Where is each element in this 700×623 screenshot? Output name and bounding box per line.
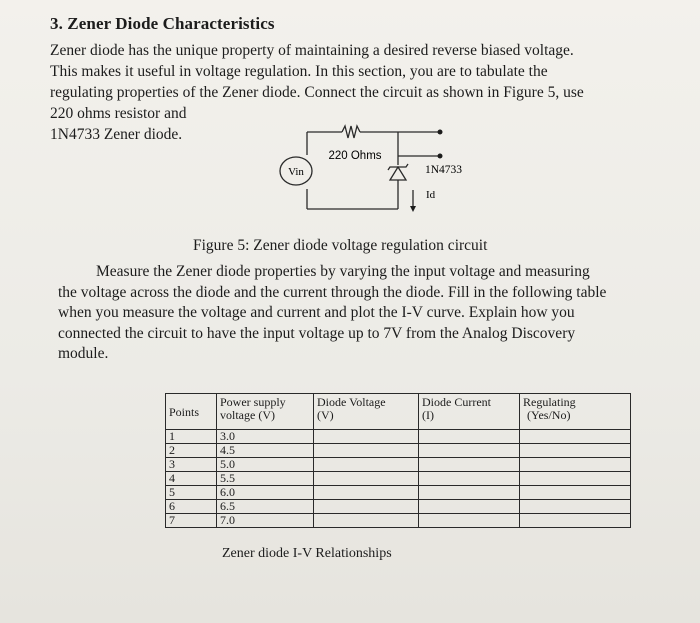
header-power-supply: Power supply voltage (V)	[217, 394, 314, 430]
diode-current-cell[interactable]	[419, 430, 520, 444]
instructions-line: module.	[58, 345, 109, 362]
regulating-cell[interactable]	[520, 500, 631, 514]
circuit-diagram	[270, 110, 480, 220]
point-cell: 3	[166, 458, 217, 472]
output-terminal-bottom	[438, 154, 443, 159]
regulating-cell[interactable]	[520, 486, 631, 500]
table-row	[166, 472, 631, 486]
header-regulating: Regulating (Yes/No)	[520, 394, 631, 430]
table-row	[166, 458, 631, 472]
intro-line: This makes it useful in voltage regulation. In this section, you are to tabulate the	[50, 63, 548, 80]
instructions-line: when you measure the voltage and current and plot the I-V curve. Explain how you	[58, 304, 575, 321]
voltage-cell: 5.5	[217, 472, 314, 486]
regulating-cell[interactable]	[520, 458, 631, 472]
header-diode-current: Diode Current (I)	[419, 394, 520, 430]
voltage-cell: 4.5	[217, 444, 314, 458]
diode-voltage-cell[interactable]	[314, 472, 419, 486]
measurement-table	[165, 393, 631, 528]
table-header-row	[166, 394, 631, 430]
diode-current-cell[interactable]	[419, 444, 520, 458]
point-cell: 5	[166, 486, 217, 500]
intro-line: 1N4733 Zener diode.	[50, 126, 183, 143]
voltage-cell: 6.0	[217, 486, 314, 500]
point-cell: 4	[166, 472, 217, 486]
table-row	[166, 514, 631, 528]
table-row	[166, 430, 631, 444]
regulating-cell[interactable]	[520, 430, 631, 444]
point-cell: 7	[166, 514, 217, 528]
instructions-line: connected the circuit to have the input voltage up to 7V from the Analog Discovery	[58, 324, 576, 342]
instructions-line: the voltage across the diode and the current through the diode. Fill in the following table	[58, 283, 607, 301]
voltage-cell: 7.0	[217, 514, 314, 528]
current-label: Id	[426, 189, 436, 201]
header-diode-voltage: Diode Voltage (V)	[314, 394, 419, 430]
zener-diode-symbol	[390, 167, 406, 180]
resistor-symbol	[342, 126, 360, 138]
section-heading: 3. Zener Diode Characteristics	[50, 14, 275, 33]
output-terminal-top	[438, 130, 443, 135]
resistor-label: 220 Ohms	[328, 150, 382, 162]
diode-voltage-cell[interactable]	[314, 514, 419, 528]
diode-voltage-cell[interactable]	[314, 486, 419, 500]
source-label: Vin	[288, 166, 304, 178]
diode-voltage-cell[interactable]	[314, 444, 419, 458]
table-row	[166, 486, 631, 500]
diode-voltage-cell[interactable]	[314, 500, 419, 514]
diode-current-cell[interactable]	[419, 486, 520, 500]
diode-current-cell[interactable]	[419, 458, 520, 472]
instructions-line: Measure the Zener diode properties by varying the input voltage and measuring	[96, 263, 590, 280]
regulating-cell[interactable]	[520, 444, 631, 458]
table-row	[166, 500, 631, 514]
point-cell: 6	[166, 500, 217, 514]
point-cell: 1	[166, 430, 217, 444]
diode-current-cell[interactable]	[419, 500, 520, 514]
diode-current-cell[interactable]	[419, 514, 520, 528]
intro-line: 220 ohms resistor and	[50, 105, 187, 122]
voltage-cell: 5.0	[217, 458, 314, 472]
point-cell: 2	[166, 444, 217, 458]
voltage-cell: 3.0	[217, 430, 314, 444]
intro-line: regulating properties of the Zener diode. Connect the circuit as shown in Figure 5, use	[50, 84, 584, 101]
regulating-cell[interactable]	[520, 472, 631, 486]
diode-current-cell[interactable]	[419, 472, 520, 486]
regulating-cell[interactable]	[520, 514, 631, 528]
header-points: Points	[166, 394, 217, 430]
intro-line: Zener diode has the unique property of maintaining a desired reverse biased voltage.	[50, 42, 574, 59]
diode-label: 1N4733	[425, 164, 463, 176]
diode-voltage-cell[interactable]	[314, 458, 419, 472]
figure-caption: Figure 5: Zener diode voltage regulation circuit	[193, 237, 488, 254]
current-arrowhead-icon	[410, 206, 416, 212]
table-caption: Zener diode I-V Relationships	[222, 546, 392, 561]
voltage-cell: 6.5	[217, 500, 314, 514]
instructions-paragraph	[58, 262, 658, 365]
table-row	[166, 444, 631, 458]
diode-voltage-cell[interactable]	[314, 430, 419, 444]
